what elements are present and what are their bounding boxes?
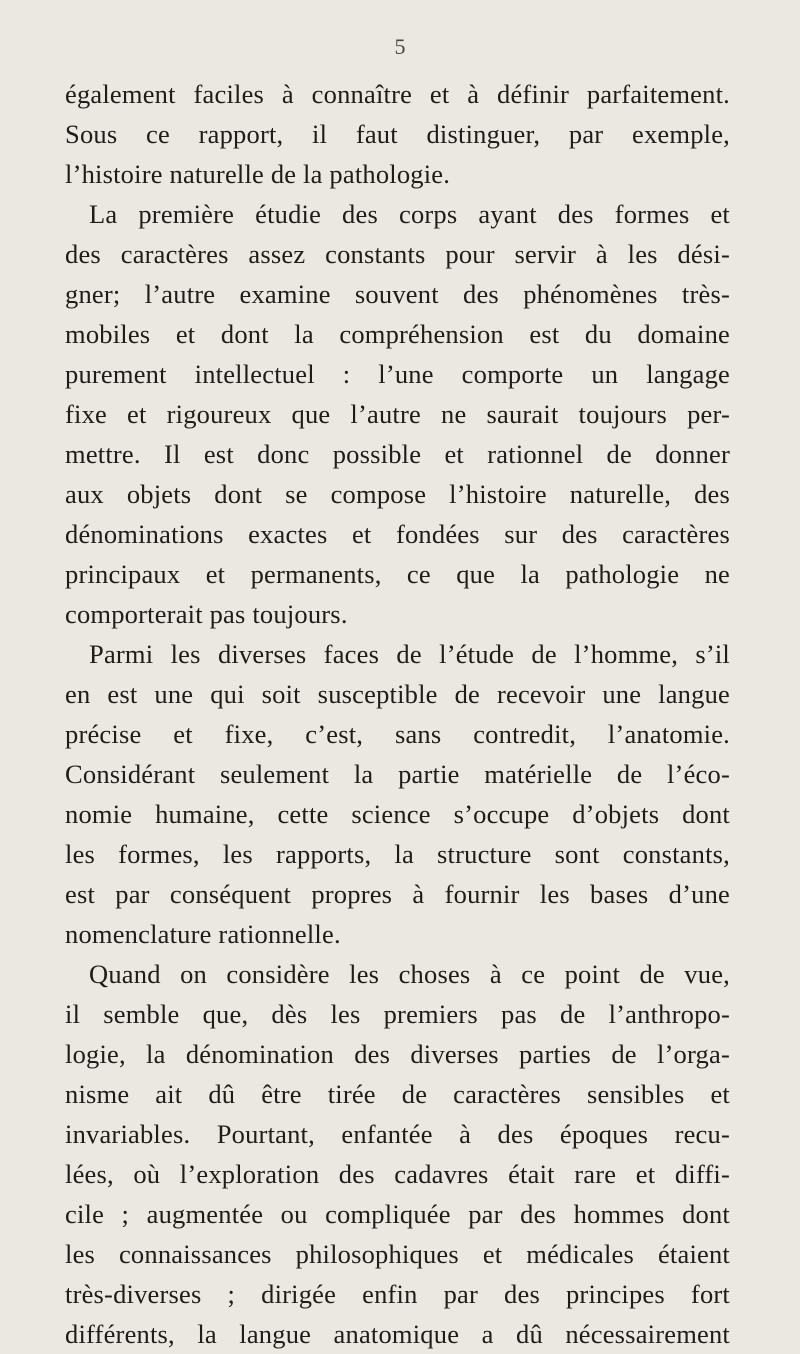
text-line: mettre. Il est donc possible et rationnel de donner bbox=[65, 439, 730, 469]
text-line: différents, la langue anatomique a dû nécessairement bbox=[65, 1319, 730, 1349]
text-line: nomie humaine, cette science s’occupe d’objets dont bbox=[65, 799, 730, 829]
text-line: gner; l’autre examine souvent des phénomènes très- bbox=[65, 279, 730, 309]
text-line: également faciles à connaître et à définir parfaitement. bbox=[65, 79, 730, 109]
paragraph-start-line: Parmi les diverses faces de l’étude de l’homme, s’il bbox=[89, 639, 730, 669]
paragraph-start-line: La première étudie des corps ayant des formes et bbox=[89, 199, 730, 229]
text-line: cile ; augmentée ou compliquée par des hommes dont bbox=[65, 1199, 730, 1229]
text-line: lées, où l’exploration des cadavres était rare et diffi- bbox=[65, 1159, 730, 1189]
text-line: invariables. Pourtant, enfantée à des époques recu- bbox=[65, 1119, 730, 1149]
text-line: très-diverses ; dirigée enfin par des principes fort bbox=[65, 1279, 730, 1309]
text-line: l’histoire naturelle de la pathologie. bbox=[65, 159, 451, 189]
text-line: il semble que, dès les premiers pas de l’anthropo- bbox=[65, 999, 730, 1029]
text-line: purement intellectuel : l’une comporte un langage bbox=[65, 359, 730, 389]
text-line: Sous ce rapport, il faut distinguer, par exemple, bbox=[65, 119, 730, 149]
text-line: Considérant seulement la partie matérielle de l’éco- bbox=[65, 759, 730, 789]
text-line: des caractères assez constants pour servir à les dési- bbox=[65, 239, 730, 269]
text-line: est par conséquent propres à fournir les bases d’une bbox=[65, 879, 730, 909]
text-line: précise et fixe, c’est, sans contredit, l’anatomie. bbox=[65, 719, 730, 749]
text-line: dénominations exactes et fondées sur des caractères bbox=[65, 519, 730, 549]
text-line: aux objets dont se compose l’histoire naturelle, des bbox=[65, 479, 730, 509]
text-line: les connaissances philosophiques et médicales étaient bbox=[65, 1239, 730, 1269]
text-line: mobiles et dont la compréhension est du domaine bbox=[65, 319, 730, 349]
paragraph-start-line: Quand on considère les choses à ce point de vue, bbox=[89, 959, 730, 989]
page-number: 5 bbox=[394, 34, 406, 59]
text-line: les formes, les rapports, la structure sont constants, bbox=[65, 839, 730, 869]
text-line: logie, la dénomination des diverses parties de l’orga- bbox=[65, 1039, 730, 1069]
text-line: comporterait pas toujours. bbox=[65, 599, 348, 629]
text-line: fixe et rigoureux que l’autre ne saurait toujours per- bbox=[65, 399, 730, 429]
text-line: nisme ait dû être tirée de caractères sensibles et bbox=[65, 1079, 730, 1109]
text-line: principaux et permanents, ce que la pathologie ne bbox=[65, 559, 730, 589]
text-line: nomenclature rationnelle. bbox=[65, 919, 341, 949]
body-text bbox=[65, 74, 730, 1354]
text-line: en est une qui soit susceptible de recevoir une langue bbox=[65, 679, 730, 709]
